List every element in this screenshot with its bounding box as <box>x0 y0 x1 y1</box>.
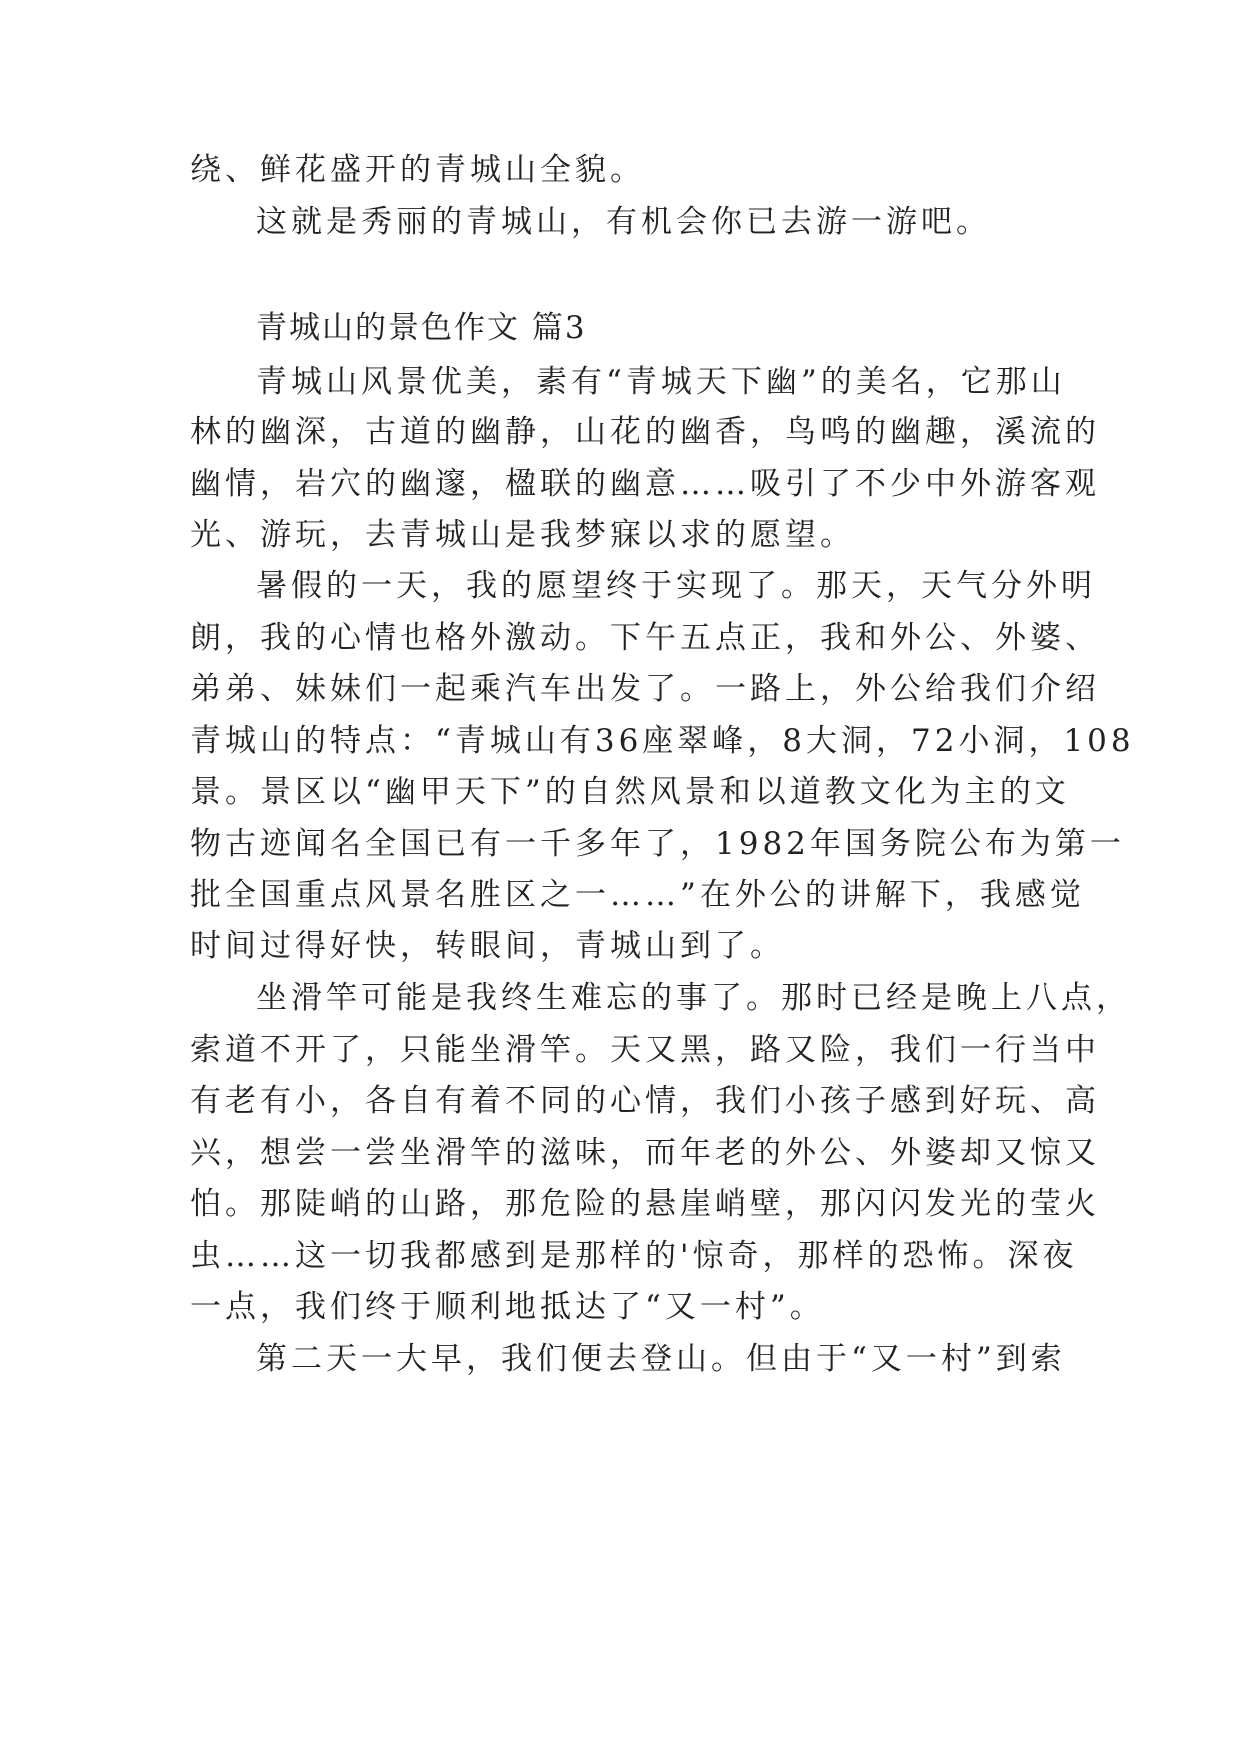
text-line: 一点，我们终于顺利地抵达了“又一村”。 <box>190 1289 825 1325</box>
text-line: 绕、鲜花盛开的青城山全貌。 <box>190 152 645 188</box>
text-line: 批全国重点风景名胜区之一……”在外公的讲解下，我感觉 <box>190 877 1085 913</box>
text-line: 时间过得好快，转眼间，青城山到了。 <box>190 928 785 964</box>
text-line: 这就是秀丽的青城山，有机会你已去游一游吧。 <box>256 204 991 240</box>
text-line: 物古迹闻名全国已有一千多年了，1982年国务院公布为第一 <box>190 826 1125 862</box>
text-line: 暑假的一天，我的愿望终于实现了。那天，天气分外明 <box>256 568 1096 604</box>
text-line: 第二天一大早，我们便去登山。但由于“又一村”到索 <box>256 1341 1066 1377</box>
text-line: 坐滑竿可能是我终生难忘的事了。那时已经是晚上八点， <box>256 980 1131 1016</box>
text-line: 虫……这一切我都感到是那样的'惊奇，那样的恐怖。深夜 <box>190 1238 1078 1274</box>
text-line: 索道不开了，只能坐滑竿。天又黑，路又险，我们一行当中 <box>190 1032 1100 1068</box>
text-line: 景。景区以“幽甲天下”的自然风景和以道教文化为主的文 <box>190 774 1070 810</box>
text-line: 青城山风景优美，素有“青城天下幽”的美名，它那山 <box>256 364 1066 400</box>
text-line: 兴，想尝一尝坐滑竿的滋味，而年老的外公、外婆却又惊又 <box>190 1135 1100 1171</box>
text-line: 青城山的特点：“青城山有36座翠峰，8大洞，72小洞，108 <box>190 723 1135 759</box>
section-heading: 青城山的景色作文 篇3 <box>256 310 587 346</box>
text-line: 怕。那陡峭的山路，那危险的悬崖峭壁，那闪闪发光的莹火 <box>190 1186 1100 1222</box>
text-line: 光、游玩，去青城山是我梦寐以求的愿望。 <box>190 517 855 553</box>
text-line: 有老有小，各自有着不同的心情，我们小孩子感到好玩、高 <box>190 1083 1100 1119</box>
text-line: 林的幽深，古道的幽静，山花的幽香，鸟鸣的幽趣，溪流的 <box>190 414 1100 450</box>
text-line: 朗，我的心情也格外激动。下午五点正，我和外公、外婆、 <box>190 620 1100 656</box>
text-line: 弟弟、妹妹们一起乘汽车出发了。一路上，外公给我们介绍 <box>190 671 1100 707</box>
text-line: 幽情，岩穴的幽邃，楹联的幽意……吸引了不少中外游客观 <box>190 466 1100 502</box>
